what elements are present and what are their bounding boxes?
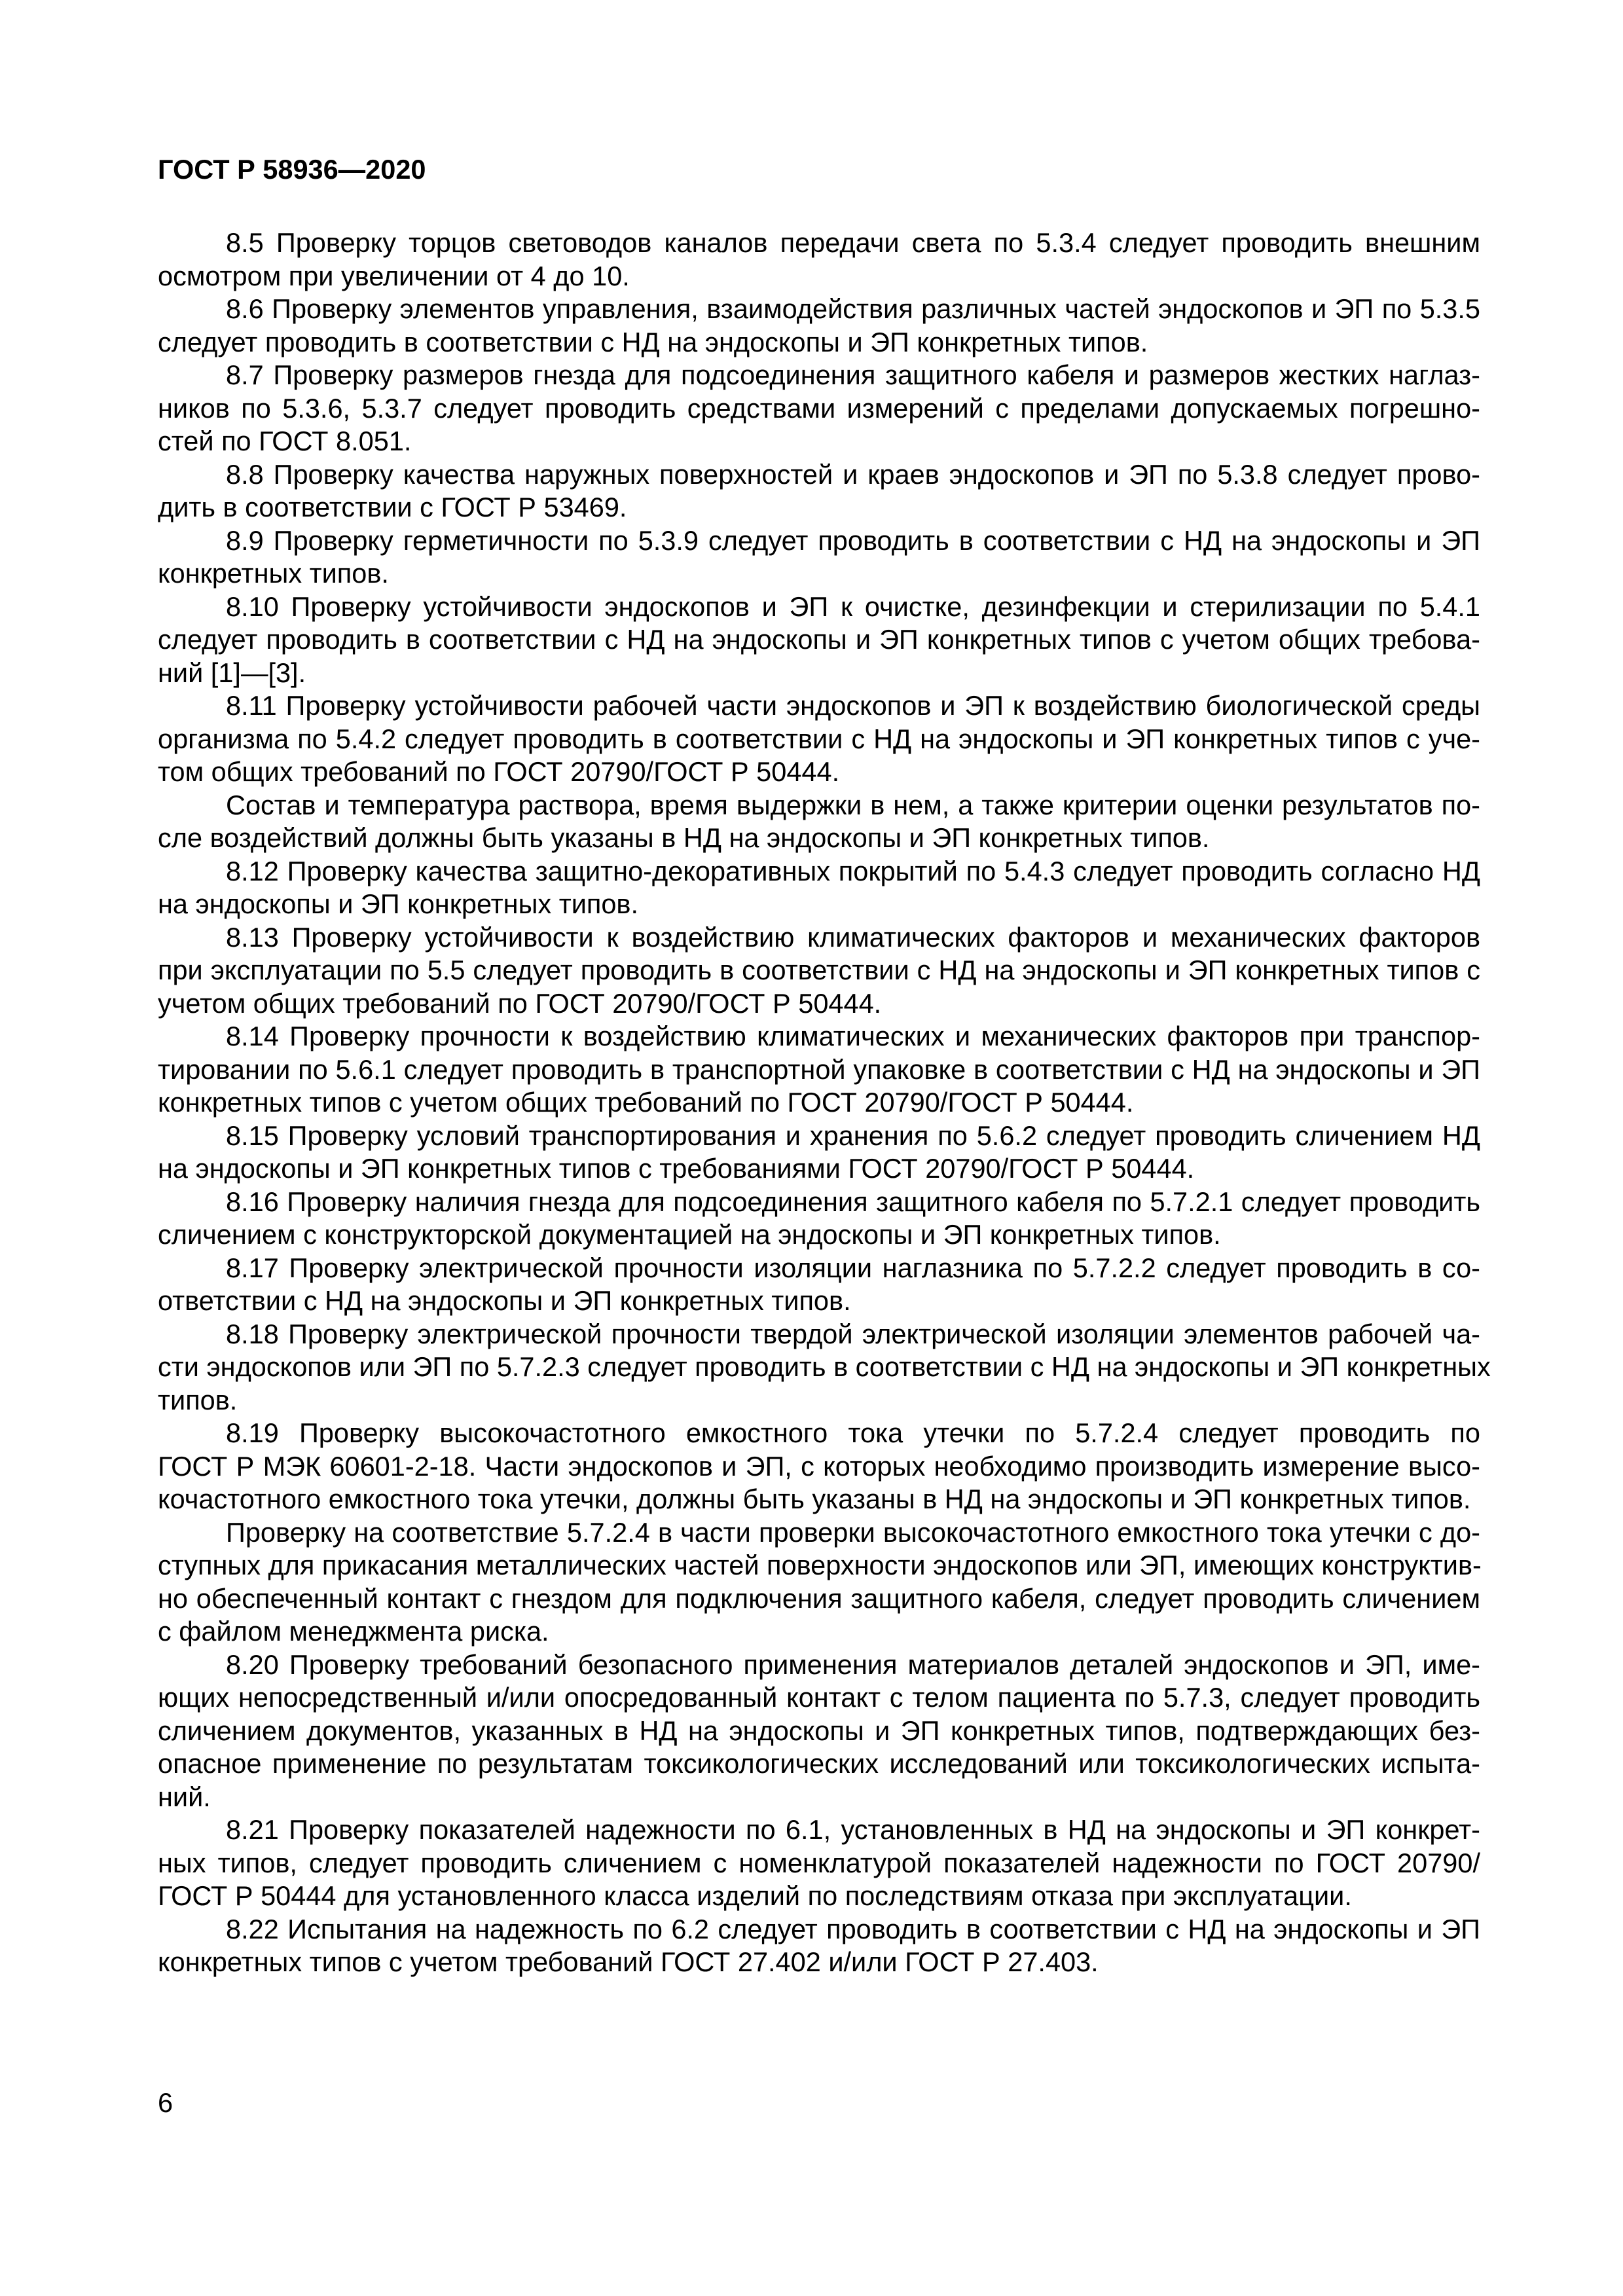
text-line: 8.9 Проверку герметичности по 5.3.9 следует проводить в соответствии с НД на эндоскопы и ЭП: [226, 524, 1480, 556]
text-line: сличением документов, указанных в НД на эндоскопы и ЭП конкретных типов, подтверждающих без-: [158, 1715, 1480, 1746]
text-line: конкретных типов.: [158, 558, 389, 589]
text-line: 8.15 Проверку условий транспортирования и хранения по 5.6.2 следует проводить сличением НД: [226, 1120, 1480, 1151]
clause-8-6: [158, 293, 1480, 359]
clause-8-19-paragraph-2: [158, 1516, 1480, 1649]
clause-8-18: [158, 1318, 1491, 1417]
clause-8-22: [158, 1913, 1480, 1979]
text-line: следует проводить в соответствии с НД на эндоскопы и ЭП конкретных типов с учетом общих требова-: [158, 624, 1480, 655]
clause-8-13: [158, 921, 1480, 1021]
text-line: на эндоскопы и ЭП конкретных типов.: [158, 888, 639, 919]
text-line: Состав и температура раствора, время выдержки в нем, а также критерии оценки результатов по-: [226, 789, 1480, 820]
clause-8-5: [158, 227, 1480, 293]
text-line: организма по 5.4.2 следует проводить в соответствии с НД на эндоскопы и ЭП конкретных типов с уче-: [158, 723, 1480, 754]
text-line: ющих непосредственный и/или опосредованный контакт с телом пациента по 5.7.3, следует проводить: [158, 1682, 1480, 1713]
text-line: 8.14 Проверку прочности к воздействию климатических и механических факторов при транспор-: [226, 1021, 1480, 1051]
clause-8-10: [158, 591, 1480, 690]
text-line: сти эндоскопов или ЭП по 5.7.2.3 следует проводить в соответствии с НД на эндоскопы и ЭП конкретных: [158, 1351, 1491, 1382]
text-line: при эксплуатации по 5.5 следует проводить в соответствии с НД на эндоскопы и ЭП конкретных типов с: [158, 955, 1480, 985]
text-line: 8.17 Проверку электрической прочности изоляции наглазника по 5.7.2.2 следует проводить в со-: [226, 1252, 1480, 1283]
clause-8-20: [158, 1649, 1480, 1814]
text-line: 8.5 Проверку торцов световодов каналов передачи света по 5.3.4 следует проводить внешним: [226, 227, 1480, 258]
clause-8-7: [158, 359, 1480, 458]
text-line: ников по 5.3.6, 5.3.7 следует проводить средствами измерений с пределами допускаемых погрешно-: [158, 392, 1480, 424]
text-line: дить в соответствии с ГОСТ Р 53469.: [158, 492, 627, 522]
text-line: опасное применение по результатам токсикологических исследований или токсикологических испыта-: [158, 1748, 1480, 1779]
text-line: 8.21 Проверку показателей надежности по 6.1, установленных в НД на эндоскопы и ЭП конкрет-: [226, 1814, 1480, 1845]
text-line: 8.7 Проверку размеров гнезда для подсоединения защитного кабеля и размеров жестких наглаз-: [226, 359, 1480, 390]
text-line: тировании по 5.6.1 следует проводить в транспортной упаковке в соответствии с НД на эндоскопы и ЭП: [158, 1053, 1480, 1085]
text-line: 8.18 Проверку электрической прочности твердой электрической изоляции элементов рабочей ча-: [226, 1318, 1480, 1349]
text-line: сле воздействий должны быть указаны в НД на эндоскопы и ЭП конкретных типов.: [158, 822, 1210, 853]
document-body: [158, 227, 1491, 1979]
clause-8-21: [158, 1813, 1480, 1913]
text-line: ний.: [158, 1781, 211, 1812]
clause-8-8: [158, 458, 1480, 524]
clause-8-19: [158, 1417, 1480, 1516]
text-line: Проверку на соответствие 5.7.2.4 в части проверки высокочастотного емкостного тока утечки с до-: [226, 1516, 1480, 1548]
clause-8-9: [158, 524, 1480, 591]
text-line: стей по ГОСТ 8.051.: [158, 426, 412, 456]
text-line: 8.22 Испытания на надежность по 6.2 следует проводить в соответствии с НД на эндоскопы и ЭП: [226, 1913, 1480, 1944]
clause-8-15: [158, 1120, 1480, 1186]
text-line: 8.10 Проверку устойчивости эндоскопов и ЭП к очистке, дезинфекции и стерилизации по 5.4.1: [226, 591, 1480, 622]
clause-8-12: [158, 855, 1480, 921]
text-line: но обеспеченный контакт с гнездом для подключения защитного кабеля, следует проводить сличением: [158, 1582, 1480, 1614]
text-line: на эндоскопы и ЭП конкретных типов с требованиями ГОСТ 20790/ГОСТ Р 50444.: [158, 1153, 1195, 1184]
clause-8-16: [158, 1186, 1480, 1252]
clause-8-14: [158, 1020, 1480, 1120]
text-line: том общих требований по ГОСТ 20790/ГОСТ Р 50444.: [158, 756, 840, 787]
text-line: конкретных типов с учетом общих требований по ГОСТ 20790/ГОСТ Р 50444.: [158, 1087, 1134, 1118]
text-line: следует проводить в соответствии с НД на эндоскопы и ЭП конкретных типов.: [158, 326, 1148, 357]
text-line: 8.16 Проверку наличия гнезда для подсоединения защитного кабеля по 5.7.2.1 следует проводить: [226, 1186, 1480, 1217]
clause-8-11-paragraph-2: [158, 789, 1480, 855]
text-line: ГОСТ Р МЭК 60601-2-18. Части эндоскопов и ЭП, с которых необходимо производить измерение высо-: [158, 1450, 1480, 1482]
text-line: 8.12 Проверку качества защитно-декоративных покрытий по 5.4.3 следует проводить согласно НД: [226, 855, 1480, 886]
text-line: ний [1]—[3].: [158, 657, 306, 688]
clause-8-11: [158, 689, 1480, 789]
text-line: ГОСТ Р 50444 для установленного класса изделий по последствиям отказа при эксплуатации.: [158, 1880, 1352, 1911]
text-line: с файлом менеджмента риска.: [158, 1616, 549, 1647]
document-header: ГОСТ Р 58936—2020: [158, 154, 426, 185]
text-line: 8.6 Проверку элементов управления, взаимодействия различных частей эндоскопов и ЭП по 5.3.5: [226, 293, 1480, 324]
text-line: 8.20 Проверку требований безопасного применения материалов деталей эндоскопов и ЭП, име-: [226, 1649, 1480, 1680]
clause-8-17: [158, 1252, 1480, 1318]
text-line: ступных для прикасания металлических частей поверхности эндоскопов или ЭП, имеющих конструктив-: [158, 1550, 1482, 1580]
page-number: 6: [158, 2087, 173, 2118]
text-line: ных типов, следует проводить сличением с номенклатурой показателей надежности по ГОСТ 20790/: [158, 1847, 1480, 1878]
text-line: 8.19 Проверку высокочастотного емкостного тока утечки по 5.7.2.4 следует проводить по: [226, 1417, 1480, 1448]
text-line: типов.: [158, 1384, 238, 1415]
text-line: 8.11 Проверку устойчивости рабочей части эндоскопов и ЭП к воздействию биологической среды: [226, 690, 1480, 721]
text-line: конкретных типов с учетом требований ГОСТ 27.402 и/или ГОСТ Р 27.403.: [158, 1946, 1099, 1977]
text-line: 8.8 Проверку качества наружных поверхностей и краев эндоскопов и ЭП по 5.3.8 следует прово-: [226, 458, 1480, 490]
text-line: учетом общих требований по ГОСТ 20790/ГОСТ Р 50444.: [158, 987, 882, 1019]
text-line: ответствии с НД на эндоскопы и ЭП конкретных типов.: [158, 1285, 851, 1316]
text-line: сличением с конструкторской документацией на эндоскопы и ЭП конкретных типов.: [158, 1219, 1221, 1250]
text-line: 8.13 Проверку устойчивости к воздействию климатических факторов и механических факторов: [226, 921, 1480, 953]
text-line: кочастотного емкостного тока утечки, должны быть указаны в НД на эндоскопы и ЭП конкретных типов.: [158, 1484, 1471, 1514]
text-line: осмотром при увеличении от 4 до 10.: [158, 260, 630, 291]
